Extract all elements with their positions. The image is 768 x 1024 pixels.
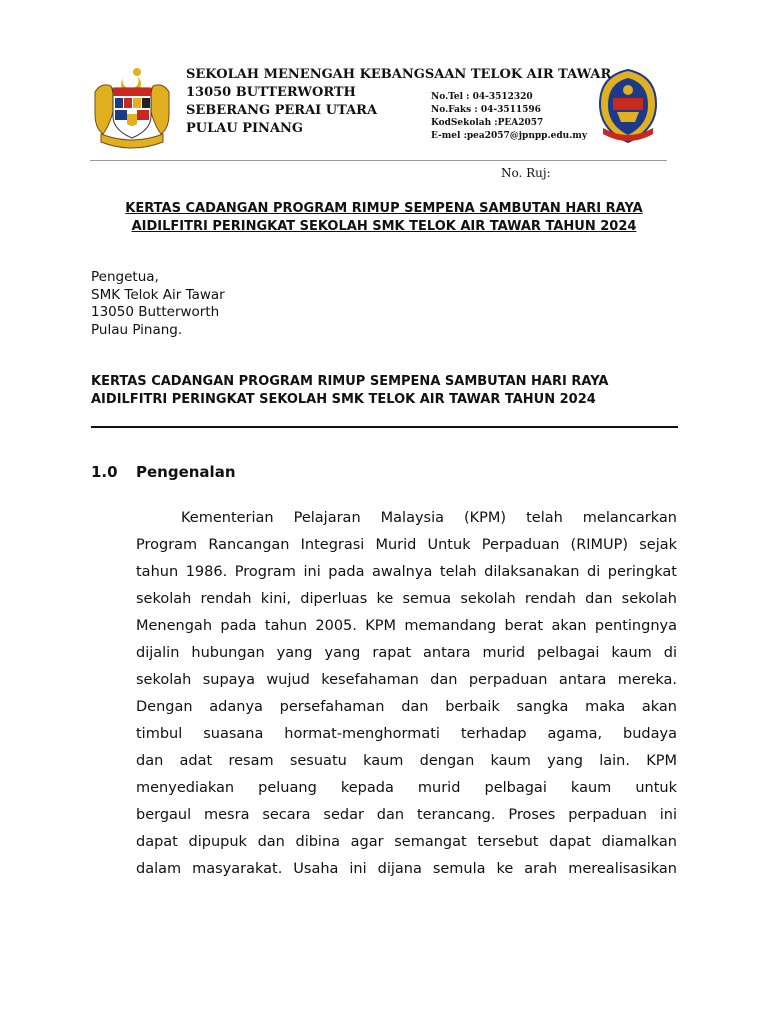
address-line: SMK Telok Air Tawar — [91, 286, 225, 303]
contact-phone: No.Tel : 04-3512320 — [431, 92, 533, 102]
school-state: PULAU PINANG — [186, 121, 304, 136]
contact-block — [431, 91, 587, 143]
paragraph-line: Dengan adanya persefahaman dan berbaik sangka maka akan — [136, 699, 677, 715]
paragraph-line: bergaul mesra secara sedar dan terancang. Proses perpaduan ini — [136, 807, 677, 823]
address-line: Pulau Pinang. — [91, 321, 183, 338]
title-line: KERTAS CADANGAN PROGRAM RIMUP SEMPENA SAMBUTAN HARI RAYA — [91, 374, 609, 389]
paragraph-line: Menengah pada tahun 2005. KPM memandang berat akan pentingnya — [136, 618, 677, 634]
address-line: Pengetua, — [91, 269, 159, 285]
paragraph-line: Kementerian Pelajaran Malaysia (KPM) telah melancarkan — [181, 510, 677, 526]
paragraph-line: dalam masyarakat. Usaha ini dijana semula ke arah merealisasikan — [136, 861, 677, 877]
paragraph-line: dapat dipupuk dan dibina agar semangat tersebut dapat diamalkan — [136, 834, 677, 850]
paragraph-line: dijalin hubungan yang yang rapat antara murid pelbagai kaum di — [136, 645, 677, 661]
contact-fax: No.Faks : 04-3511596 — [431, 105, 541, 115]
document-title — [91, 373, 679, 408]
title-line: AIDILFITRI PERINGKAT SEKOLAH SMK TELOK AIR TAWAR TAHUN 2024 — [131, 219, 637, 234]
school-district: SEBERANG PERAI UTARA — [186, 103, 378, 118]
header-divider — [90, 160, 667, 161]
section-title: Pengenalan — [136, 463, 236, 481]
title-line: KERTAS CADANGAN PROGRAM RIMUP SEMPENA SAMBUTAN HARI RAYA — [125, 201, 643, 216]
paragraph-line: sekolah supaya wujud kesefahaman dan perpaduan antara mereka. — [136, 672, 677, 688]
paragraph-line: menyediakan peluang kepada murid pelbagai kaum untuk — [136, 780, 677, 796]
contact-school-code: KodSekolah :PEA2057 — [431, 118, 544, 128]
paragraph-line: tahun 1986. Program ini pada awalnya telah dilaksanakan di peringkat — [136, 564, 677, 580]
school-name: SEKOLAH MENENGAH KEBANGSAAN TELOK AIR TAWAR — [186, 67, 612, 82]
section-paragraph — [136, 505, 677, 883]
paragraph-line: Program Rancangan Integrasi Murid Untuk Perpaduan (RIMUP) sejak — [136, 537, 677, 553]
paragraph-line: timbul suasana hormat-menghormati terhadap agama, budaya — [136, 726, 677, 742]
title-divider — [91, 426, 678, 428]
school-postcode-city: 13050 BUTTERWORTH — [186, 85, 356, 100]
reference-label: No. Ruj: — [501, 166, 551, 180]
paragraph-line: dan adat resam sesuatu kaum dengan kaum yang lain. KPM — [136, 753, 677, 769]
contact-email: E-mel :pea2057@jpnpp.edu.my — [431, 131, 588, 141]
recipient-address — [91, 269, 225, 339]
section-number: 1.0 — [91, 463, 118, 481]
title-line: AIDILFITRI PERINGKAT SEKOLAH SMK TELOK AIR TAWAR TAHUN 2024 — [91, 391, 596, 407]
address-line: 13050 Butterworth — [91, 304, 220, 320]
coat-of-arms-logo — [91, 64, 173, 148]
document-title-underlined — [90, 200, 678, 236]
paragraph-line: sekolah rendah kini, diperluas ke semua sekolah rendah dan sekolah — [136, 591, 677, 607]
